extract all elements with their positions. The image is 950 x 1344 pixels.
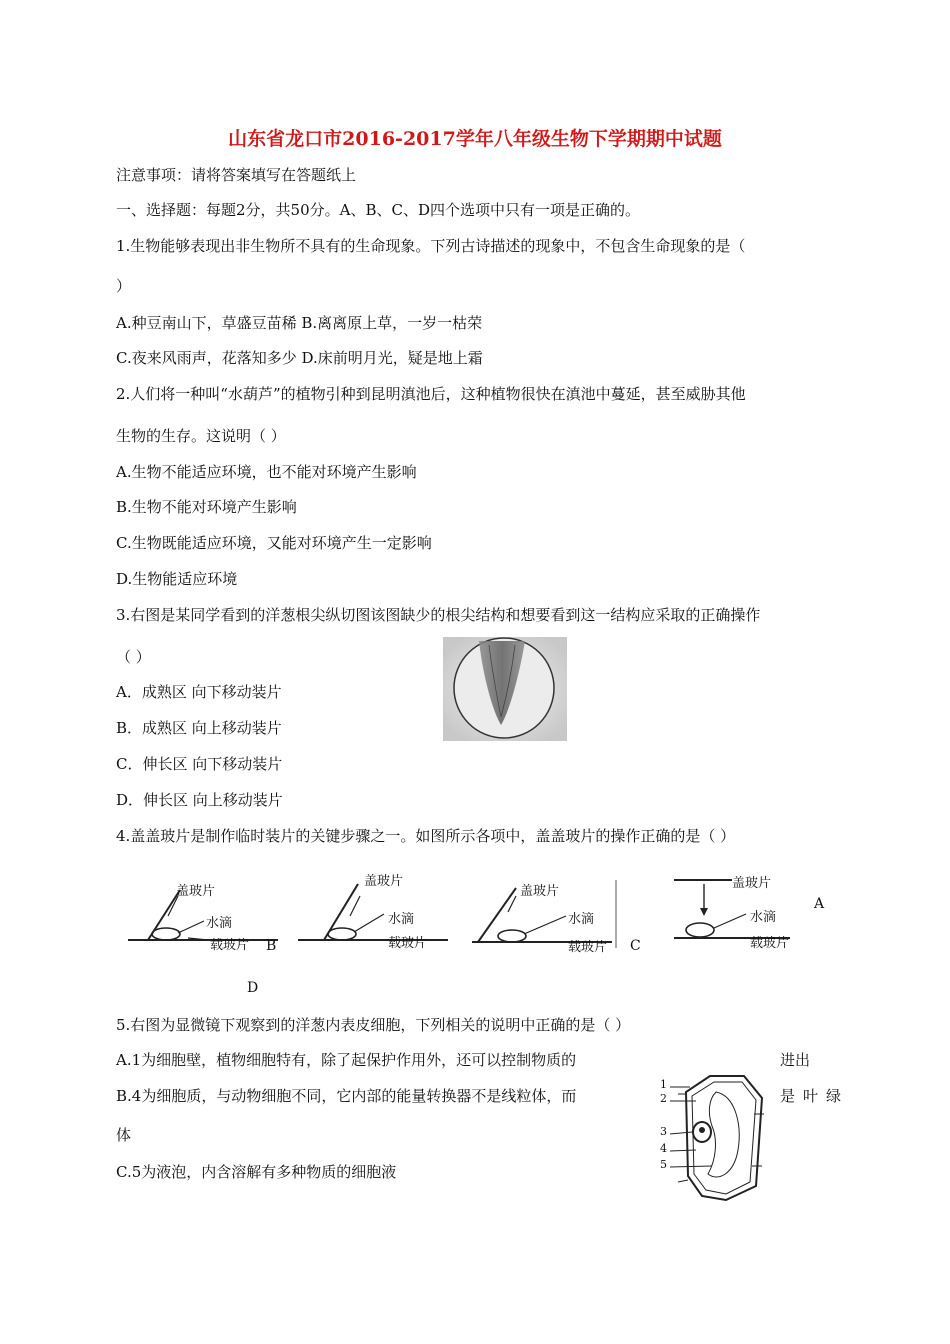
q5-option-b-end: 是叶绿 <box>780 1087 850 1105</box>
cover-slip-label: 盖玻片 <box>176 884 216 899</box>
q3-option-d: D．伸长区 向上移动装片 <box>116 791 283 809</box>
q2-stem: 2.人们将一种叫“水葫芦”的植物引种到昆明滇池后，这种植物很快在滇池中蔓延，甚至威胁其他 <box>116 385 746 403</box>
onion-cell-figure <box>656 1070 774 1206</box>
q2-option-c: C.生物既能适应环境，又能对环境产生一定影响 <box>116 534 432 552</box>
q1-options-ab: A.种豆南山下，草盛豆苗稀 B.离离原上草，一岁一枯荣 <box>116 314 483 332</box>
cell-label-5: 5 <box>660 1158 667 1171</box>
q5-option-b: B.4为细胞质，与动物细胞不同，它内部的能量转换器不是线粒体，而 <box>116 1087 577 1105</box>
cell-label-2: 2 <box>660 1092 667 1105</box>
slide-label: 载玻片 <box>750 936 790 951</box>
q3-stem: 3.右图是某同学看到的洋葱根尖纵切图该图缺少的根尖结构和想要看到这一结构应采取的正确操作 <box>116 606 761 624</box>
q3-stem-cont: （ ） <box>116 648 151 666</box>
cover-slip-label: 盖玻片 <box>520 884 560 899</box>
coverslip-figure-4 <box>660 870 810 951</box>
q2-stem-cont: 生物的生存。这说明（ ） <box>116 427 286 445</box>
q3-option-a: A．成熟区 向下移动装片 <box>116 683 282 701</box>
q3-option-c: C．伸长区 向下移动装片 <box>116 755 283 773</box>
q4-stem: 4.盖盖玻片是制作临时装片的关键步骤之一。如图所示各项中，盖盖玻片的操作正确的是（ ） <box>116 827 736 845</box>
slide-label: 载玻片 <box>568 940 608 955</box>
q2-option-a: A.生物不能适应环境，也不能对环境产生影响 <box>116 463 417 481</box>
q3-option-b: B．成熟区 向上移动装片 <box>116 719 282 737</box>
q5-stem: 5.右图为显微镜下观察到的洋葱内表皮细胞，下列相关的说明中正确的是（ ） <box>116 1016 631 1034</box>
cover-slip-label: 盖玻片 <box>732 876 772 891</box>
water-drop-label: 水滴 <box>568 912 595 927</box>
option-label-d: D <box>247 980 259 996</box>
cover-slip-label: 盖玻片 <box>364 874 404 889</box>
root-tip-figure <box>443 637 567 741</box>
cell-label-3: 3 <box>660 1125 667 1138</box>
coverslip-figure-3 <box>472 876 622 955</box>
q2-option-d: D.生物能适应环境 <box>116 570 238 588</box>
water-drop-label: 水滴 <box>750 910 777 925</box>
water-drop-label: 水滴 <box>206 916 233 931</box>
q5-option-c: C.5为液泡，内含溶解有多种物质的细胞液 <box>116 1163 397 1181</box>
q1-stem-cont: ） <box>116 277 132 295</box>
coverslip-figure-2 <box>298 870 448 951</box>
section-heading: 一、选择题：每题2分，共50分。A、B、C、D四个选项中只有一项是正确的。 <box>116 201 640 219</box>
q5-option-a: A.1为细胞壁，植物细胞特有，除了起保护作用外，还可以控制物质的 <box>116 1051 577 1069</box>
option-label-b: B <box>266 938 277 954</box>
cell-label-4: 4 <box>660 1142 667 1155</box>
q5-option-a-end: 进出 <box>780 1051 811 1069</box>
notice: 注意事项：请将答案填写在答题纸上 <box>116 166 357 184</box>
q1-stem: 1.生物能够表现出非生物所不具有的生命现象。下列古诗描述的现象中，不包含生命现象的是（ <box>116 237 746 255</box>
option-label-a: A <box>814 896 825 912</box>
cell-label-1: 1 <box>660 1078 667 1091</box>
slide-label: 载玻片 <box>388 936 428 951</box>
page-title: 山东省龙口市2016-2017学年八年级生物下学期期中试题 <box>228 128 722 150</box>
option-label-c: C <box>630 938 641 954</box>
slide-label: 载玻片 <box>210 938 250 953</box>
coverslip-figure-1 <box>128 876 278 953</box>
q2-option-b: B.生物不能对环境产生影响 <box>116 498 297 516</box>
q1-options-cd: C.夜来风雨声，花落知多少 D.床前明月光，疑是地上霜 <box>116 349 483 367</box>
q5-option-b-cont: 体 <box>116 1126 132 1144</box>
water-drop-label: 水滴 <box>388 912 415 927</box>
